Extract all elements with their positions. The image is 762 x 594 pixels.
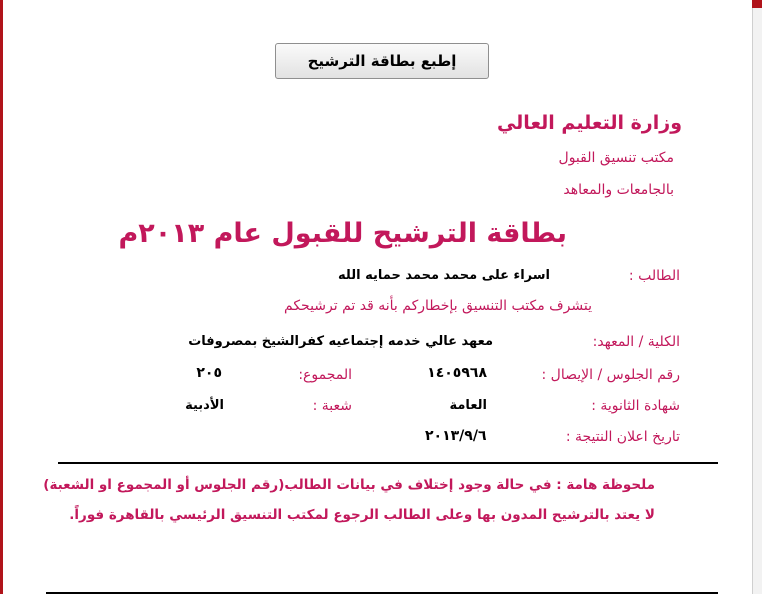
section-divider bbox=[58, 462, 718, 464]
certificate-value: العامة bbox=[449, 398, 487, 413]
office-subtitle: مكتب تنسيق القبول bbox=[558, 150, 674, 166]
result-date-value: ٢٠١٣/٩/٦ bbox=[425, 428, 487, 444]
seat-value: ١٤٠٥٩٦٨ bbox=[427, 365, 487, 381]
student-name: اسراء على محمد محمد حمايه الله bbox=[338, 268, 550, 283]
ministry-title: وزارة التعليم العالي bbox=[496, 112, 682, 134]
total-value: ٢٠٥ bbox=[196, 365, 222, 381]
print-card-button[interactable]: إطبع بطاقة الترشيح bbox=[275, 43, 489, 79]
window-corner-accent bbox=[752, 0, 762, 8]
institute-value: معهد عالي خدمه إجتماعيه كفرالشيخ بمصروفات bbox=[188, 334, 493, 349]
important-note-line2: لا يعتد بالترشيح المدون بها وعلى الطالب الرجوع لمكتب التنسيق الرئيسي بالقاهرة فوراً. bbox=[69, 507, 655, 523]
certificate-label: شهادة الثانوية : bbox=[591, 398, 680, 414]
branch-label: شعبة : bbox=[312, 398, 352, 414]
nomination-notice: يتشرف مكتب التنسيق بإخطاركم بأنه قد تم ترشيحكم bbox=[284, 298, 592, 314]
universities-subtitle: بالجامعات والمعاهد bbox=[563, 182, 674, 198]
branch-value: الأدبية bbox=[185, 398, 224, 413]
important-note-line1: ملحوظة هامة : في حالة وجود إختلاف في بيانات الطالب(رقم الجلوس أو المجموع او الشعبة) bbox=[43, 477, 655, 493]
total-label: المجموع: bbox=[298, 367, 352, 383]
institute-label: الكلية / المعهد: bbox=[592, 334, 680, 350]
seat-label: رقم الجلوس / الإيصال : bbox=[541, 367, 680, 383]
result-date-label: تاريخ اعلان النتيجة : bbox=[565, 429, 680, 445]
student-label: الطالب : bbox=[628, 268, 680, 284]
window-left-border bbox=[0, 0, 3, 594]
card-title: بطاقة الترشيح للقبول عام ٢٠١٣م bbox=[118, 218, 567, 249]
vertical-scrollbar[interactable] bbox=[752, 0, 762, 594]
